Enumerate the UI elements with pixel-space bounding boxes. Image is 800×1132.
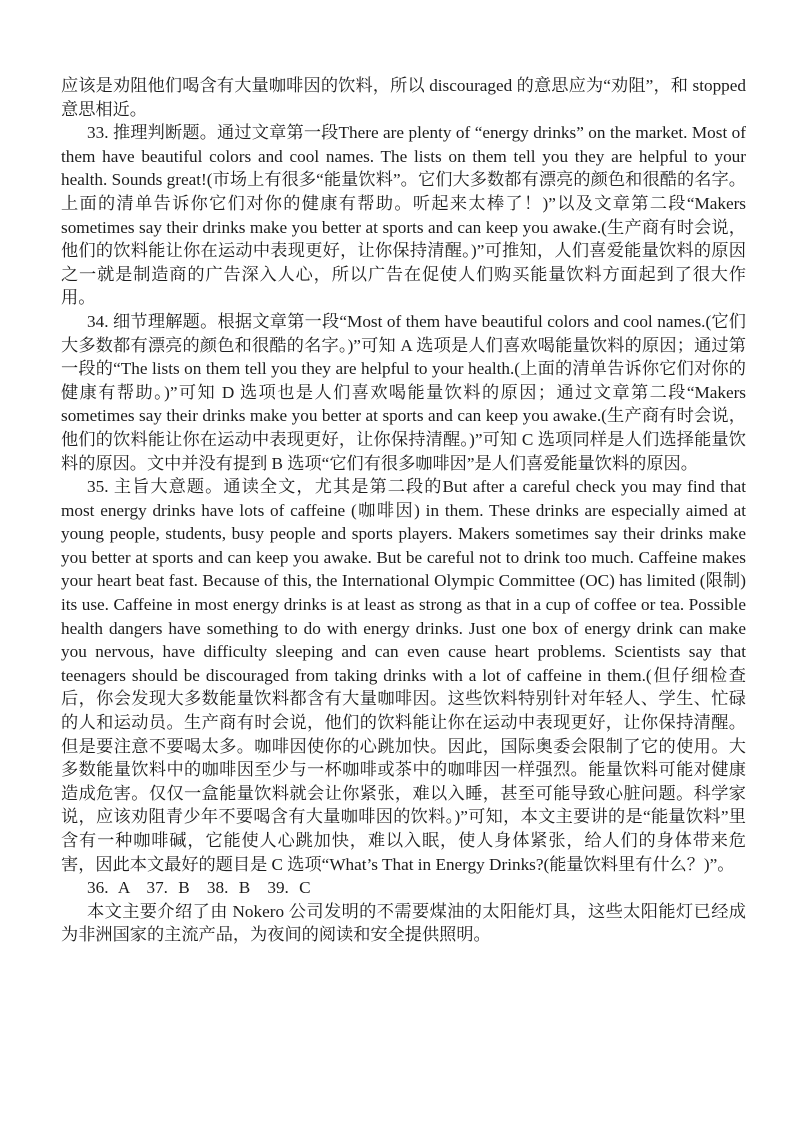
paragraph-question-34: 34. 细节理解题。根据文章第一段“Most of them have beautiful colors and cool names.(它们大多数都有漂亮的颜色和很酷的名字。)”可知 A 选项是人们喜欢喝能量饮料的原因；通过第一段的“The lists on them tell you they are helpful to your health.(上面的清单告诉你它们对你的健康有帮助。)”可知 D 选项也是人们喜欢喝能量饮料的原因；通过文章第二段“Makers sometimes say their drinks make you better at sports and can keep you awake.(生产商有时会说，他们的饮料能让你在运动中表现更好，让你保持清醒。)”可知 C 选项同样是人们选择能量饮料的原因。文中并没有提到 B 选项“它们有很多咖啡因”是人们喜爱能量饮料的原因。	[61, 311, 746, 473]
paragraph-passage-summary: 本文主要介绍了由 Nokero 公司发明的不需要煤油的太阳能灯具，这些太阳能灯已经成为非洲国家的主流产品，为夜间的阅读和安全提供照明。	[61, 901, 746, 945]
paragraph-continuation: 应该是劝阻他们喝含有大量咖啡因的饮料，所以 discouraged 的意思应为“劝阻”，和 stopped 意思相近。	[61, 76, 746, 119]
answers-line: 36. A 37. B 38. B 39. C	[87, 878, 311, 898]
paragraph-question-35: 35. 主旨大意题。通读全文，尤其是第二段的But after a careful check you may find that most energy drinks have lots of caffeine (咖啡因) in them. These drinks are especially aimed at young people, students, busy people and sports players. Makers sometimes say their drinks make you better at sports and can keep you awake. But be careful not to drink too much. Caffeine makes your heart beat fast. Because of this, the International Olympic Committee (OC) has limited (限制) its use. Caffeine in most energy drinks is at least as strong as that in a cup of coffee or tea. Possible health dangers have something to do with energy drinks. Just one box of energy drink can make you nervous, have difficulty sleeping and can even cause heart problems. Scientists say that teenagers should be discouraged from taking drinks with a lot of caffeine in them.(但仔细检查后，你会发现大多数能量饮料都含有大量咖啡因。这些饮料特别针对年轻人、学生、忙碌的人和运动员。生产商有时会说，他们的饮料能让你在运动中表现更好，让你保持清醒。但是要注意不要喝太多。咖啡因使你的心跳加快。因此，国际奥委会限制了它的使用。大多数能量饮料中的咖啡因至少与一杯咖啡或茶中的咖啡因一样强烈。能量饮料可能对健康造成危害。仅仅一盒能量饮料就会让你紧张，难以入睡，甚至可能导致心脏问题。科学家说，应该劝阻青少年不要喝含有大量咖啡因的饮料。)”可知，本文主要讲的是“能量饮料”里含有一种咖啡碱，它能使人心跳加快，难以入眠，使人身体紧张，给人们的身体带来危害，因此本文最好的题目是 C 选项“What’s That in Energy Drinks?(能量饮料里有什么？)”。	[61, 477, 746, 874]
paragraph-question-33: 33. 推理判断题。通过文章第一段There are plenty of “energy drinks” on the market. Most of them have beautiful colors and cool names. The lists on them tell you they are helpful to your health. Sounds great!(市场上有很多“能量饮料”。它们大多数都有漂亮的颜色和很酷的名字。上面的清单告诉你它们对你的健康有帮助。听起来太棒了！)”以及文章第二段“Makers sometimes say their drinks make you better at sports and can keep you awake.(生产商有时会说，他们的饮料能让你在运动中表现更好，让你保持清醒。)”可推知，人们喜爱能量饮料的原因之一就是制造商的广告深入人心，所以广告在促使人们购买能量饮料方面起到了很大作用。	[61, 123, 746, 308]
document-page	[61, 74, 746, 947]
